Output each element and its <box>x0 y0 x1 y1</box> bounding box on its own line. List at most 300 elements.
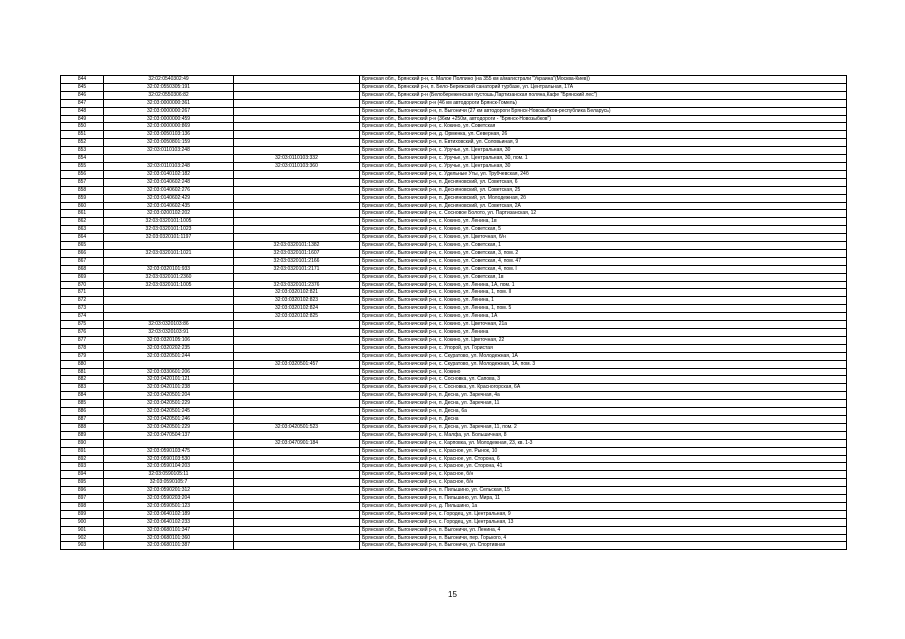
table-row <box>61 479 847 487</box>
address: Брянская обл., Выгоничский р-н, с. Красное, ул. Рынок, 10 <box>360 447 847 455</box>
address: Брянская обл., Выгоничский р-н, с. Городец, ул. Центральная, 9 <box>360 510 847 518</box>
row-number: 876 <box>61 329 104 337</box>
cadastral-number-secondary <box>234 408 360 416</box>
table-row <box>61 249 847 257</box>
row-number: 900 <box>61 518 104 526</box>
cadastral-number-secondary <box>234 510 360 518</box>
row-number: 859 <box>61 194 104 202</box>
table-row <box>61 400 847 408</box>
cadastral-number: 32:03:0420101:238 <box>104 384 234 392</box>
cadastral-number-secondary <box>234 83 360 91</box>
cadastral-number-secondary: 32:03:0320101:1607 <box>234 249 360 257</box>
cadastral-number: 32:03:0590105:7 <box>104 479 234 487</box>
cadastral-number-secondary <box>234 115 360 123</box>
table-row <box>61 234 847 242</box>
row-number: 844 <box>61 76 104 84</box>
cadastral-number-secondary: 32:03:0320501:457 <box>234 360 360 368</box>
address: Брянская обл., Выгоничский р-н, с. Сосновое Болото, ул. Партизанская, 12 <box>360 210 847 218</box>
cadastral-number: 32:03:0420501:245 <box>104 408 234 416</box>
row-number: 856 <box>61 170 104 178</box>
row-number: 863 <box>61 226 104 234</box>
row-number: 889 <box>61 431 104 439</box>
row-number: 888 <box>61 423 104 431</box>
cadastral-number: 32:03:0320101:1005 <box>104 218 234 226</box>
table-row <box>61 495 847 503</box>
cadastral-number: 32:03:0420501:246 <box>104 415 234 423</box>
address: Брянская обл., Выгоничский р-н, с. Кокино, ул. Ленина, 1А, пом. 1 <box>360 281 847 289</box>
row-number: 899 <box>61 510 104 518</box>
row-number: 846 <box>61 91 104 99</box>
cadastral-number-secondary: 32:03:0320101:2166 <box>234 257 360 265</box>
row-number: 875 <box>61 321 104 329</box>
address: Брянская обл., Выгоничский р-н, п. Выгоничи, ул. Ленина, 4 <box>360 526 847 534</box>
table-row <box>61 273 847 281</box>
row-number: 849 <box>61 115 104 123</box>
row-number: 879 <box>61 352 104 360</box>
address: Брянская обл., Выгоничский р-н, с. Кокино, ул. Цветочная, 22 <box>360 336 847 344</box>
address: Брянская обл., Выгоничский р-н, п. Десняновский, ул. Советская, 6 <box>360 178 847 186</box>
row-number: 898 <box>61 502 104 510</box>
table-row <box>61 305 847 313</box>
row-number: 857 <box>61 178 104 186</box>
row-number: 864 <box>61 234 104 242</box>
address: Брянская обл., Выгоничский р-н, с. Кокино, ул. Советская, 1в <box>360 273 847 281</box>
cadastral-number: 32:03:0590203:204 <box>104 495 234 503</box>
row-number: 847 <box>61 99 104 107</box>
table-row <box>61 336 847 344</box>
cadastral-number: 32:03:0640102:233 <box>104 518 234 526</box>
row-number: 852 <box>61 139 104 147</box>
cadastral-number-secondary <box>234 534 360 542</box>
cadastral-number: 32:03:0420501:204 <box>104 392 234 400</box>
cadastral-number: 32:03:0590104:203 <box>104 463 234 471</box>
table-row <box>61 107 847 115</box>
cadastral-number: 32:03:0330601:206 <box>104 368 234 376</box>
table-row <box>61 534 847 542</box>
table-row <box>61 194 847 202</box>
address: Брянская обл., Выгоничский р-н, с. Кокино, ул. Ленина, 1в <box>360 218 847 226</box>
table-row <box>61 99 847 107</box>
table-row <box>61 226 847 234</box>
cadastral-number: 32:03:0000000:869 <box>104 123 234 131</box>
cadastral-number: 32:02:0550306:82 <box>104 91 234 99</box>
table-row <box>61 455 847 463</box>
cadastral-number <box>104 242 234 250</box>
cadastral-number-secondary <box>234 234 360 242</box>
cadastral-number-secondary: 32:03:0110103:360 <box>234 162 360 170</box>
table-row <box>61 329 847 337</box>
cadastral-number: 32:03:0050103:136 <box>104 131 234 139</box>
address: Брянская обл., Выгоничский р-н, с. Кокино <box>360 368 847 376</box>
address: Брянская обл., Выгоничский р-н, п. Десна, ул. Заречная, 11, пом. 2 <box>360 423 847 431</box>
table-row <box>61 91 847 99</box>
table-row <box>61 83 847 91</box>
cadastral-number-secondary <box>234 218 360 226</box>
address: Брянская обл., Выгоничский р-н, с. Карповка, ул. Молодежная, 23, кв. 1-3 <box>360 439 847 447</box>
cadastral-number: 32:03:0420501:229 <box>104 400 234 408</box>
cadastral-number-secondary: 32:03:0320102:825 <box>234 313 360 321</box>
cadastral-number: 32:03:0320101:1005 <box>104 281 234 289</box>
row-number: 902 <box>61 534 104 542</box>
row-number: 887 <box>61 415 104 423</box>
table-row <box>61 526 847 534</box>
page-number: 15 <box>448 590 457 599</box>
property-register-body <box>61 76 847 550</box>
table-row <box>61 352 847 360</box>
cadastral-number <box>104 297 234 305</box>
address: Брянская обл., Выгоничский р-н, с. Кокино, ул. Ленина, 1, пом. 5 <box>360 305 847 313</box>
cadastral-number: 32:03:0590201:312 <box>104 487 234 495</box>
address: Брянская обл., Выгоничский р-н, п. Евтиховский, ул. Соловьиная, 9 <box>360 139 847 147</box>
table-row <box>61 265 847 273</box>
cadastral-number: 32:03:0680101:387 <box>104 542 234 550</box>
cadastral-number-secondary: 32:03:0320101:2376 <box>234 281 360 289</box>
cadastral-number <box>104 439 234 447</box>
cadastral-number-secondary <box>234 226 360 234</box>
cadastral-number-secondary <box>234 131 360 139</box>
table-row <box>61 155 847 163</box>
table-row <box>61 131 847 139</box>
row-number: 850 <box>61 123 104 131</box>
address: Брянская обл., Выгоничский р-н, с. Красное, ул. Сторона, 6 <box>360 455 847 463</box>
cadastral-number: 32:03:0320103:86 <box>104 321 234 329</box>
row-number: 881 <box>61 368 104 376</box>
cadastral-number-secondary: 32:03:0320102:821 <box>234 289 360 297</box>
address: Брянская обл., Брянский р-н (Белобереженская пустошь,Партизанская поляна,Кафе "Брянский лес") <box>360 91 847 99</box>
address: Брянская обл., Выгоничский р-н, с. Кокино, ул. Советская <box>360 123 847 131</box>
cadastral-number <box>104 313 234 321</box>
table-row <box>61 510 847 518</box>
address: Брянская обл., Выгоничский р-н, п. Пильшино, ул. Мира, 11 <box>360 495 847 503</box>
cadastral-number-secondary <box>234 502 360 510</box>
address: Брянская обл., Выгоничский р-н, с. Красное, ул. Сторона, 41 <box>360 463 847 471</box>
row-number: 870 <box>61 281 104 289</box>
cadastral-number-secondary <box>234 91 360 99</box>
table-row <box>61 471 847 479</box>
cadastral-number-secondary <box>234 170 360 178</box>
table-row <box>61 321 847 329</box>
row-number: 862 <box>61 218 104 226</box>
cadastral-number-secondary: 32:03:0110103:332 <box>234 155 360 163</box>
cadastral-number-secondary <box>234 273 360 281</box>
cadastral-number: 32:03:0680101:347 <box>104 526 234 534</box>
cadastral-number-secondary <box>234 321 360 329</box>
address: Брянская обл., Выгоничский р-н, п. Десна <box>360 415 847 423</box>
cadastral-number-secondary <box>234 447 360 455</box>
cadastral-number-secondary <box>234 384 360 392</box>
address: Брянская обл., Выгоничский р-н, п. Выгоничи (27 км автодороги Брянск-Новозыбков-республика Беларусь) <box>360 107 847 115</box>
table-row <box>61 202 847 210</box>
address: Брянская обл., Выгоничский р-н, п. Пильшино, ул. Сельская, 15 <box>360 487 847 495</box>
cadastral-number-secondary: 32:03:0320101:1382 <box>234 242 360 250</box>
address: Брянская обл., Выгоничский р-н, с. Упорой, ул. Гористая <box>360 344 847 352</box>
table-row <box>61 423 847 431</box>
row-number: 874 <box>61 313 104 321</box>
address: Брянская обл., Выгоничский р-н, д. Орменка, ул. Северная, 26 <box>360 131 847 139</box>
address: Брянская обл., Выгоничский р-н, с. Городец, ул. Центральная, 13 <box>360 518 847 526</box>
row-number: 855 <box>61 162 104 170</box>
cadastral-number: 32:03:0320501:244 <box>104 352 234 360</box>
address: Брянская обл., Выгоничский р-н, с. Кокино, ул. Цветочная, б/н <box>360 234 847 242</box>
address: Брянская обл., Выгоничский р-н, с. Кокино, ул. Советская, 4, пом. I <box>360 265 847 273</box>
address: Брянская обл., Выгоничский р-н, п. Десняновский, ул. Советская, 25 <box>360 186 847 194</box>
address: Брянская обл., Выгоничский р-н, с. Скуратово, ул. Молодежная, 1А <box>360 352 847 360</box>
address: Брянская обл., Выгоничский р-н, с. Кокино, ул. Советская, 4, пом. 47 <box>360 257 847 265</box>
table-row <box>61 281 847 289</box>
row-number: 861 <box>61 210 104 218</box>
cadastral-number-secondary <box>234 455 360 463</box>
table-row <box>61 123 847 131</box>
row-number: 854 <box>61 155 104 163</box>
cadastral-number-secondary <box>234 487 360 495</box>
address: Брянская обл., Выгоничский р-н, с. Красное, б/н <box>360 479 847 487</box>
address: Брянская обл., Выгоничский р-н, с. Кокино, ул. Советская, 5 <box>360 226 847 234</box>
table-row <box>61 139 847 147</box>
cadastral-number: 32:03:0320101:1021 <box>104 249 234 257</box>
cadastral-number <box>104 257 234 265</box>
cadastral-number <box>104 305 234 313</box>
table-row <box>61 447 847 455</box>
cadastral-number-secondary <box>234 329 360 337</box>
cadastral-number: 32:03:0110103:248 <box>104 162 234 170</box>
address: Брянская обл., Выгоничский р-н, с. Сосновка, ул. Сапова, 3 <box>360 376 847 384</box>
address: Брянская обл., Выгоничский р-н, с. Кокино, ул. Ленина, 1 <box>360 297 847 305</box>
row-number: 891 <box>61 447 104 455</box>
cadastral-number: 32:03:0050801:159 <box>104 139 234 147</box>
table-row <box>61 289 847 297</box>
table-row <box>61 147 847 155</box>
address: Брянская обл., Выгоничский р-н, с. Малфа, ул. Большичная, 8 <box>360 431 847 439</box>
cadastral-number-secondary <box>234 495 360 503</box>
cadastral-number-secondary <box>234 202 360 210</box>
row-number: 845 <box>61 83 104 91</box>
table-row <box>61 210 847 218</box>
row-number: 872 <box>61 297 104 305</box>
row-number: 883 <box>61 384 104 392</box>
address: Брянская обл., Выгоничский р-н, с. Уручье, ул. Центральная, 30 <box>360 162 847 170</box>
cadastral-number: 32:03:0590105:11 <box>104 471 234 479</box>
cadastral-number: 32:03:0420501:229 <box>104 423 234 431</box>
table-row <box>61 439 847 447</box>
row-number: 903 <box>61 542 104 550</box>
cadastral-number-secondary <box>234 99 360 107</box>
cadastral-number: 32:03:0640102:189 <box>104 510 234 518</box>
cadastral-number: 32:03:0200102:202 <box>104 210 234 218</box>
row-number: 869 <box>61 273 104 281</box>
row-number: 878 <box>61 344 104 352</box>
table-row <box>61 257 847 265</box>
row-number: 853 <box>61 147 104 155</box>
cadastral-number-secondary <box>234 336 360 344</box>
row-number: 851 <box>61 131 104 139</box>
address: Брянская обл., Брянский р-н, с. Малое Полпино (на 355 км а/магистрали "Украина"(Москва-Киев)) <box>360 76 847 84</box>
cadastral-number-secondary <box>234 123 360 131</box>
row-number: 893 <box>61 463 104 471</box>
address: Брянская обл., Выгоничский р-н, с. Кокино, ул. Советская, 1 <box>360 242 847 250</box>
cadastral-number-secondary: 32:03:0320102:824 <box>234 305 360 313</box>
cadastral-number-secondary <box>234 415 360 423</box>
cadastral-number: 32:03:0140602:276 <box>104 186 234 194</box>
cadastral-number: 32:03:0320101:2360 <box>104 273 234 281</box>
table-row <box>61 178 847 186</box>
address: Брянская обл., Выгоничский р-н, с. Кокино, ул. Ленина <box>360 329 847 337</box>
table-row <box>61 170 847 178</box>
property-register-table <box>60 75 847 550</box>
row-number: 894 <box>61 471 104 479</box>
cadastral-number-secondary <box>234 352 360 360</box>
table-row <box>61 518 847 526</box>
table-row <box>61 392 847 400</box>
row-number: 896 <box>61 487 104 495</box>
row-number: 882 <box>61 376 104 384</box>
address: Брянская обл., Выгоничский р-н, с. Скуратово, ул. Молодежная, 1А, пом. 3 <box>360 360 847 368</box>
cadastral-number-secondary: 32:03:0320101:2171 <box>234 265 360 273</box>
table-row <box>61 542 847 550</box>
row-number: 866 <box>61 249 104 257</box>
cadastral-number: 32:03:0470504:137 <box>104 431 234 439</box>
cadastral-number-secondary <box>234 344 360 352</box>
cadastral-number-secondary <box>234 463 360 471</box>
table-row <box>61 313 847 321</box>
cadastral-number-secondary <box>234 542 360 550</box>
table-row <box>61 415 847 423</box>
row-number: 860 <box>61 202 104 210</box>
cadastral-number-secondary <box>234 392 360 400</box>
table-row <box>61 344 847 352</box>
row-number: 885 <box>61 400 104 408</box>
row-number: 868 <box>61 265 104 273</box>
address: Брянская обл., Выгоничский р-н, п. Десняновский, ул. Советская, 2А <box>360 202 847 210</box>
table-row <box>61 297 847 305</box>
cadastral-number: 32:03:0140602:435 <box>104 202 234 210</box>
cadastral-number-secondary <box>234 368 360 376</box>
address: Брянская обл., Выгоничский р-н, с. Кокино, ул. Ленина, 1, пом. II <box>360 289 847 297</box>
cadastral-number-secondary <box>234 194 360 202</box>
table-row <box>61 463 847 471</box>
table-row <box>61 218 847 226</box>
cadastral-number: 32:03:0110103:248 <box>104 147 234 155</box>
cadastral-number-secondary <box>234 376 360 384</box>
row-number: 886 <box>61 408 104 416</box>
table-row <box>61 360 847 368</box>
address: Брянская обл., Выгоничский р-н, п. Выгоничи, ул. Спортивная <box>360 542 847 550</box>
row-number: 848 <box>61 107 104 115</box>
cadastral-number: 32:03:0680101:360 <box>104 534 234 542</box>
address: Брянская обл., Выгоничский р-н (46 км автодороги Брянск-Гомель) <box>360 99 847 107</box>
cadastral-number-secondary <box>234 479 360 487</box>
table-row <box>61 431 847 439</box>
row-number: 865 <box>61 242 104 250</box>
table-row <box>61 376 847 384</box>
row-number: 897 <box>61 495 104 503</box>
address: Брянская обл., Выгоничский р-н, с. Уручье, ул. Центральная, 30 <box>360 147 847 155</box>
cadastral-number: 32:03:0140102:182 <box>104 170 234 178</box>
cadastral-number-secondary: 32:03:0320102:823 <box>234 297 360 305</box>
address: Брянская обл., Выгоничский р-н, п. Десняновский, ул. Молодежная, 2б <box>360 194 847 202</box>
cadastral-number-secondary <box>234 186 360 194</box>
cadastral-number: 32:02:0540302:49 <box>104 76 234 84</box>
cadastral-number: 32:03:0320105:106 <box>104 336 234 344</box>
address: Брянская обл., Выгоничский р-н (36км +250м, автодороги - "Брянск-Новозыбков") <box>360 115 847 123</box>
address: Брянская обл., Выгоничский р-н, п. Десна, 6а <box>360 408 847 416</box>
cadastral-number: 32:03:0320101:933 <box>104 265 234 273</box>
table-row <box>61 408 847 416</box>
cadastral-number-secondary <box>234 518 360 526</box>
cadastral-number: 32:03:0320202:235 <box>104 344 234 352</box>
cadastral-number-secondary <box>234 526 360 534</box>
row-number: 877 <box>61 336 104 344</box>
cadastral-number: 32:03:0320103:91 <box>104 329 234 337</box>
address: Брянская обл., Выгоничский р-н, п. Десна, ул. Заречная, 11 <box>360 400 847 408</box>
table-row <box>61 76 847 84</box>
cadastral-number-secondary <box>234 76 360 84</box>
row-number: 901 <box>61 526 104 534</box>
cadastral-number-secondary <box>234 147 360 155</box>
row-number: 867 <box>61 257 104 265</box>
cadastral-number: 32:03:0590103:530 <box>104 455 234 463</box>
cadastral-number: 32:02:0550305:191 <box>104 83 234 91</box>
row-number: 871 <box>61 289 104 297</box>
cadastral-number-secondary <box>234 139 360 147</box>
cadastral-number-secondary <box>234 400 360 408</box>
address: Брянская обл., Выгоничский р-н, п. Десна, ул. Заречная, 4а <box>360 392 847 400</box>
cadastral-number-secondary <box>234 210 360 218</box>
row-number: 880 <box>61 360 104 368</box>
address: Брянская обл., Брянский р-н, п. Бело-Бережский санаторий турбазе, ул. Центральная, 17А <box>360 83 847 91</box>
address: Брянская обл., Выгоничский р-н, с. Кокино, ул. Советская, 3, пом. 2 <box>360 249 847 257</box>
cadastral-number: 32:03:0590103:475 <box>104 447 234 455</box>
table-row <box>61 368 847 376</box>
cadastral-number <box>104 155 234 163</box>
cadastral-number: 32:03:0000000:267 <box>104 107 234 115</box>
cadastral-number: 32:03:0140602:429 <box>104 194 234 202</box>
row-number: 873 <box>61 305 104 313</box>
address: Брянская обл., Выгоничский р-н, с. Сосновка, ул. Красногорская, 6А <box>360 384 847 392</box>
cadastral-number: 32:03:0420101:121 <box>104 376 234 384</box>
cadastral-number-secondary <box>234 431 360 439</box>
table-row <box>61 502 847 510</box>
table-row <box>61 162 847 170</box>
cadastral-number: 32:03:0320101:1023 <box>104 226 234 234</box>
cadastral-number <box>104 360 234 368</box>
cadastral-number-secondary <box>234 471 360 479</box>
table-row <box>61 487 847 495</box>
cadastral-number: 32:03:0140602:248 <box>104 178 234 186</box>
address: Брянская обл., Выгоничский р-н, с. Удельные Уты, ул. Трубчевская, 24б <box>360 170 847 178</box>
address: Брянская обл., Выгоничский р-н, д. Пильшино, 1а <box>360 502 847 510</box>
cadastral-number: 32:03:0000000:459 <box>104 115 234 123</box>
address: Брянская обл., Выгоничский р-н, с. Кокино, ул. Ленина, 1А <box>360 313 847 321</box>
cadastral-number: 32:03:0590501:123 <box>104 502 234 510</box>
address: Брянская обл., Выгоничский р-н, с. Красное, б/н <box>360 471 847 479</box>
cadastral-number-secondary: 32:03:0420501:523 <box>234 423 360 431</box>
table-row <box>61 384 847 392</box>
cadastral-number-secondary: 32:03:0470901:184 <box>234 439 360 447</box>
table-row <box>61 242 847 250</box>
table-row <box>61 186 847 194</box>
row-number: 884 <box>61 392 104 400</box>
row-number: 858 <box>61 186 104 194</box>
row-number: 892 <box>61 455 104 463</box>
cadastral-number-secondary <box>234 107 360 115</box>
cadastral-number-secondary <box>234 178 360 186</box>
row-number: 895 <box>61 479 104 487</box>
address: Брянская обл., Выгоничский р-н, с. Уручье, ул. Центральная, 30, пом. 1 <box>360 155 847 163</box>
cadastral-number: 32:03:0320101:1197 <box>104 234 234 242</box>
cadastral-number: 32:03:0000000:361 <box>104 99 234 107</box>
table-row <box>61 115 847 123</box>
row-number: 890 <box>61 439 104 447</box>
